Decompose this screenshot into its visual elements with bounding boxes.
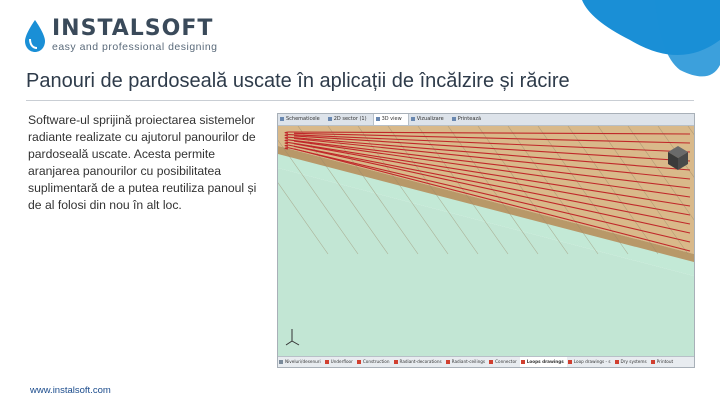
logo-tagline: easy and professional designing xyxy=(52,41,218,53)
slide-description: Software-ul sprijină proiectarea sistemelor radiante realizate cu ajutorul panourilor de pardoseală uscate. Acesta permite aranjarea panourilor cu posibilitatea suplimentară de a putea reutiliza panoul și de al folosi din nou în alt loc. xyxy=(28,113,257,213)
cad-bottom-tab[interactable]: Radiant-ceilings xyxy=(445,357,488,367)
cad-screenshot xyxy=(277,113,695,368)
instalsoft-logo[interactable] xyxy=(24,18,218,53)
cad-tab-bar xyxy=(278,114,694,126)
title-divider xyxy=(26,100,694,101)
cad-bottom-tab[interactable]: Niveluri/desenuri xyxy=(278,357,324,367)
cad-tab[interactable]: Schematicele xyxy=(278,114,326,125)
cad-tab[interactable]: Vizualizare xyxy=(409,114,450,125)
cad-3d-viewport[interactable] xyxy=(278,126,694,356)
cad-bottom-tab[interactable]: Underfloor xyxy=(324,357,356,367)
cad-bottom-tab[interactable]: Dry systems xyxy=(614,357,650,367)
cad-tab[interactable]: Printează xyxy=(450,114,487,125)
cad-bottom-tab[interactable]: Printout xyxy=(650,357,677,367)
footer-website-link[interactable]: www.instalsoft.com xyxy=(30,385,111,396)
slide-title: Panouri de pardoseală uscate în aplicații de încălzire și răcire xyxy=(26,70,570,92)
cad-bottom-tab[interactable]: Loop drawings - s xyxy=(567,357,614,367)
cad-bottom-tab[interactable]: Loops drawings xyxy=(520,357,567,367)
water-drop-icon xyxy=(24,19,46,53)
cad-bottom-tab[interactable]: Connector xyxy=(488,357,520,367)
cad-tab[interactable]: 3D view xyxy=(373,114,409,125)
cad-bottom-tab[interactable]: Radiant-decorations xyxy=(393,357,445,367)
logo-name: INSTALSOFT xyxy=(52,16,214,41)
cad-bottom-tab[interactable]: Construction xyxy=(356,357,393,367)
cad-bottom-tab-bar xyxy=(278,356,694,367)
cad-tab[interactable]: 2D sector (1) xyxy=(326,114,373,125)
